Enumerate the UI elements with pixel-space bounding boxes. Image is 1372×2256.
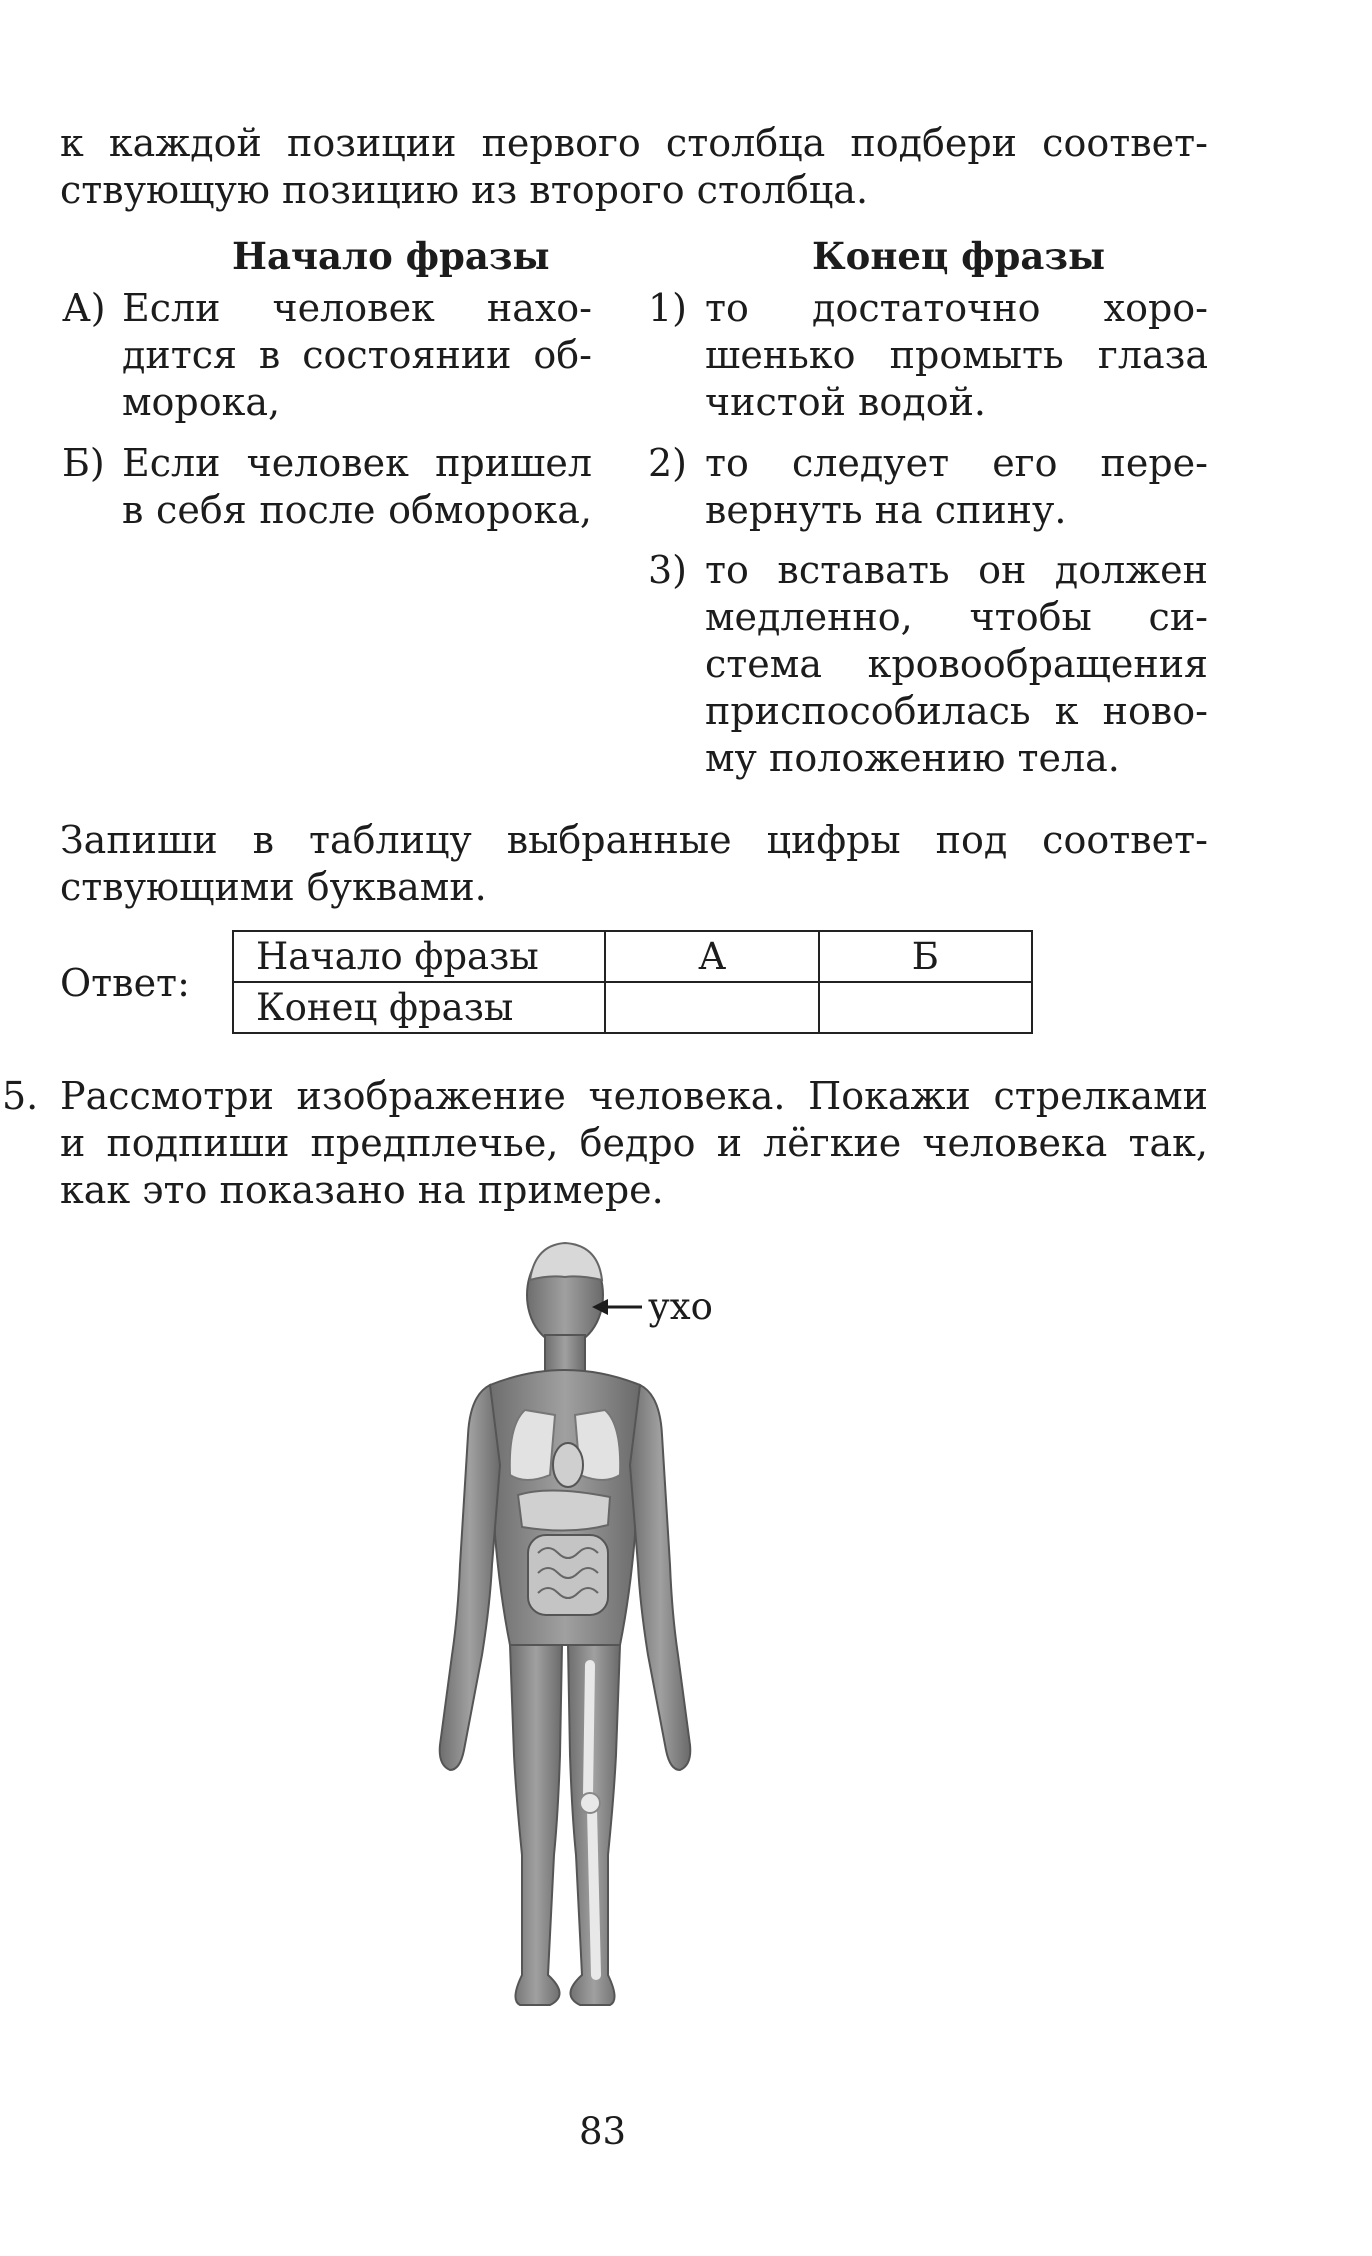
right-item-2-line-2: вернуть на спину. [705,488,1067,532]
right-item-3-line-2: медленно, чтобы си- [705,595,1208,639]
right-item-1-line-3: чистой водой. [705,380,986,424]
intro-line-1: к каждой позиции первого столбца подбери соответ- [60,121,1208,165]
right-column-header: Конец фразы [812,234,1106,278]
right-item-2-line-1: то следует его пере- [705,441,1208,485]
left-item-b-line-1: Если человек пришел [122,441,592,485]
answer-cell-letter-a: А [605,931,818,982]
right-item-3-line-1: то вставать он должен [705,548,1208,592]
task5-line-2: и подпиши предплечье, бедро и лёгкие человека так, [60,1121,1208,1165]
answer-cell-end-label: Конец фразы [233,982,605,1033]
answer-table [232,930,1033,1034]
left-item-a-line-3: морока, [122,380,281,424]
intestines-shape [528,1535,608,1615]
left-column-header: Начало фразы [232,234,550,278]
answer-input-b[interactable] [819,982,1032,1033]
right-item-3-line-5: му положению тела. [705,736,1120,780]
heart-shape [553,1443,583,1487]
ear-label: ухо [648,1285,713,1328]
right-item-3-marker: 3) [648,548,688,592]
answer-input-a[interactable] [605,982,818,1033]
task5-line-3: как это показано на примере. [60,1168,664,1212]
knee-joint [580,1793,600,1813]
left-item-a-marker: А) [62,286,106,330]
task5-line-1: Рассмотри изображение человека. Покажи стрелками [60,1074,1208,1118]
left-item-a-line-1: Если человек нахо- [122,286,592,330]
body-silhouette [440,1245,691,2005]
left-item-a-line-2: дится в состоянии об- [122,333,592,377]
stomach-shape [518,1490,610,1530]
page-number: 83 [578,2110,627,2153]
right-item-1-line-1: то достаточно хоро- [705,286,1208,330]
right-item-3-line-4: приспособилась к ново- [705,689,1208,733]
lungs-shape [510,1410,555,1480]
answer-label: Ответ: [60,961,190,1005]
brain-shape [530,1243,602,1280]
task5-number: 5. [2,1074,39,1118]
answer-row-end [233,982,1032,1033]
right-item-1-marker: 1) [648,286,688,330]
left-item-b-line-2: в себя после обморока, [122,488,592,532]
left-item-b-marker: Б) [62,441,105,485]
instruction-line-1: Запиши в таблицу выбранные цифры под соответ- [60,818,1208,862]
right-item-3-line-3: стема кровообращения [705,642,1208,686]
human-body-figure [430,1235,770,2035]
instruction-line-2: ствующими буквами. [60,865,487,909]
answer-cell-start-label: Начало фразы [233,931,605,982]
right-item-1-line-2: шенько промыть глаза [705,333,1208,377]
right-item-2-marker: 2) [648,441,688,485]
answer-row-start [233,931,1032,982]
answer-cell-letter-b: Б [819,931,1032,982]
intro-line-2: ствующую позицию из второго столбца. [60,168,869,212]
